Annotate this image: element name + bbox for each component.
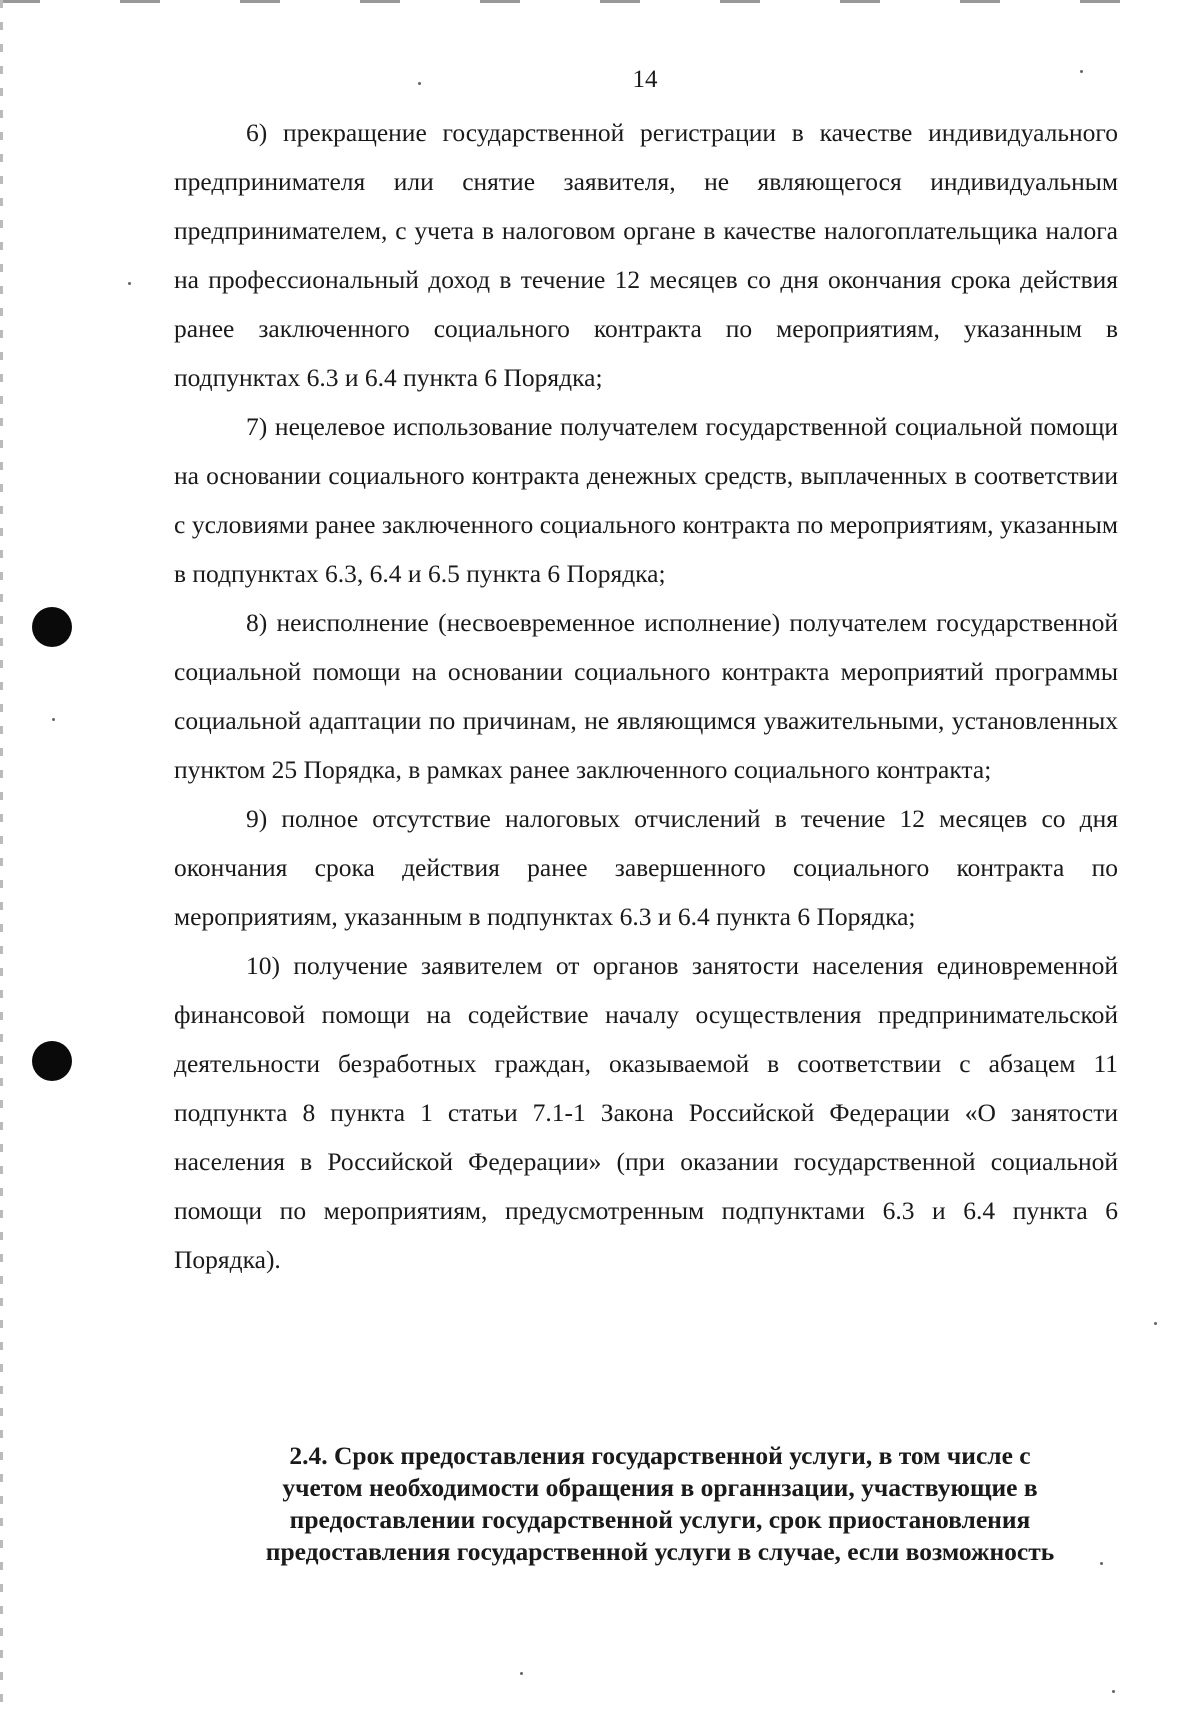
- scan-top-edge: [0, 0, 1200, 3]
- scan-speck: [418, 82, 421, 85]
- body-text: [174, 108, 1118, 1284]
- scan-speck: [1080, 70, 1083, 73]
- scan-speck: [52, 718, 55, 721]
- scan-speck: [1100, 1562, 1103, 1565]
- section-heading-line: предоставления государственной услуги в случае, если возможность: [265, 1537, 1055, 1566]
- section-heading-line: предоставлении государственной услуги, срок приостановления: [289, 1505, 1031, 1534]
- section-heading-line: 2.4. Срок предоставления государственной услуги, в том числе с: [289, 1441, 1031, 1470]
- section-heading-line: учетом необходимости обращения в органнзации, участвующие в: [282, 1473, 1038, 1502]
- paragraph-item-9: 9) полное отсутствие налоговых отчислений в течение 12 месяцев со дня окончания срока действия ранее завершенного социального контракта по мероприятиям, указанным в подпунктах 6.3 и 6.4 пункта 6 Порядка;: [174, 804, 1118, 931]
- binder-hole-lower: [32, 1041, 72, 1081]
- section-heading: [190, 1440, 1130, 1568]
- paragraph-item-8: 8) неисполнение (несвоевременное исполнение) получателем государственной социальной помощи на основании социального контракта мероприятий программы социальной адаптации по причинам, не являющимся уважительными, установленных пунктом 25 Порядка, в рамках ранее заключенного социального контракта;: [174, 608, 1118, 784]
- scan-speck: [520, 1672, 523, 1675]
- scan-left-edge: [0, 0, 3, 1714]
- binder-hole-upper: [32, 607, 72, 647]
- paragraph-item-6: 6) прекращение государственной регистрации в качестве индивидуального предпринимателя или снятие заявителя, не являющегося индивидуальным предпринимателем, с учета в налоговом органе в качестве налогоплательщика налога на профессиональный доход в течение 12 месяцев со дня окончания срока действия ранее заключенного социального контракта по мероприятиям, указанным в подпунктах 6.3 и 6.4 пункта 6 Порядка;: [174, 118, 1118, 392]
- paragraph-item-10: 10) получение заявителем от органов занятости населения единовременной финансовой помощи на содействие началу осуществления предпринимательской деятельности безработных граждан, оказываемой в соответствии с абзацем 11 подпункта 8 пункта 1 статьи 7.1-1 Закона Российской Федерации «О занятости населения в Российской Федерации» (при оказании государственной социальной помощи по мероприятиям, предусмотренным подпунктами 6.3 и 6.4 пункта 6 Порядка).: [174, 951, 1118, 1274]
- scan-speck: [1154, 1322, 1157, 1325]
- page-number: 14: [632, 66, 658, 93]
- paragraph-item-7: 7) нецелевое использование получателем государственной социальной помощи на основании социального контракта денежных средств, выплаченных в соответствии с условиями ранее заключенного социального контракта по мероприятиям, указанным в подпунктах 6.3, 6.4 и 6.5 пункта 6 Порядка;: [174, 412, 1118, 588]
- scan-speck: [1112, 1690, 1115, 1693]
- scan-speck: [128, 282, 131, 285]
